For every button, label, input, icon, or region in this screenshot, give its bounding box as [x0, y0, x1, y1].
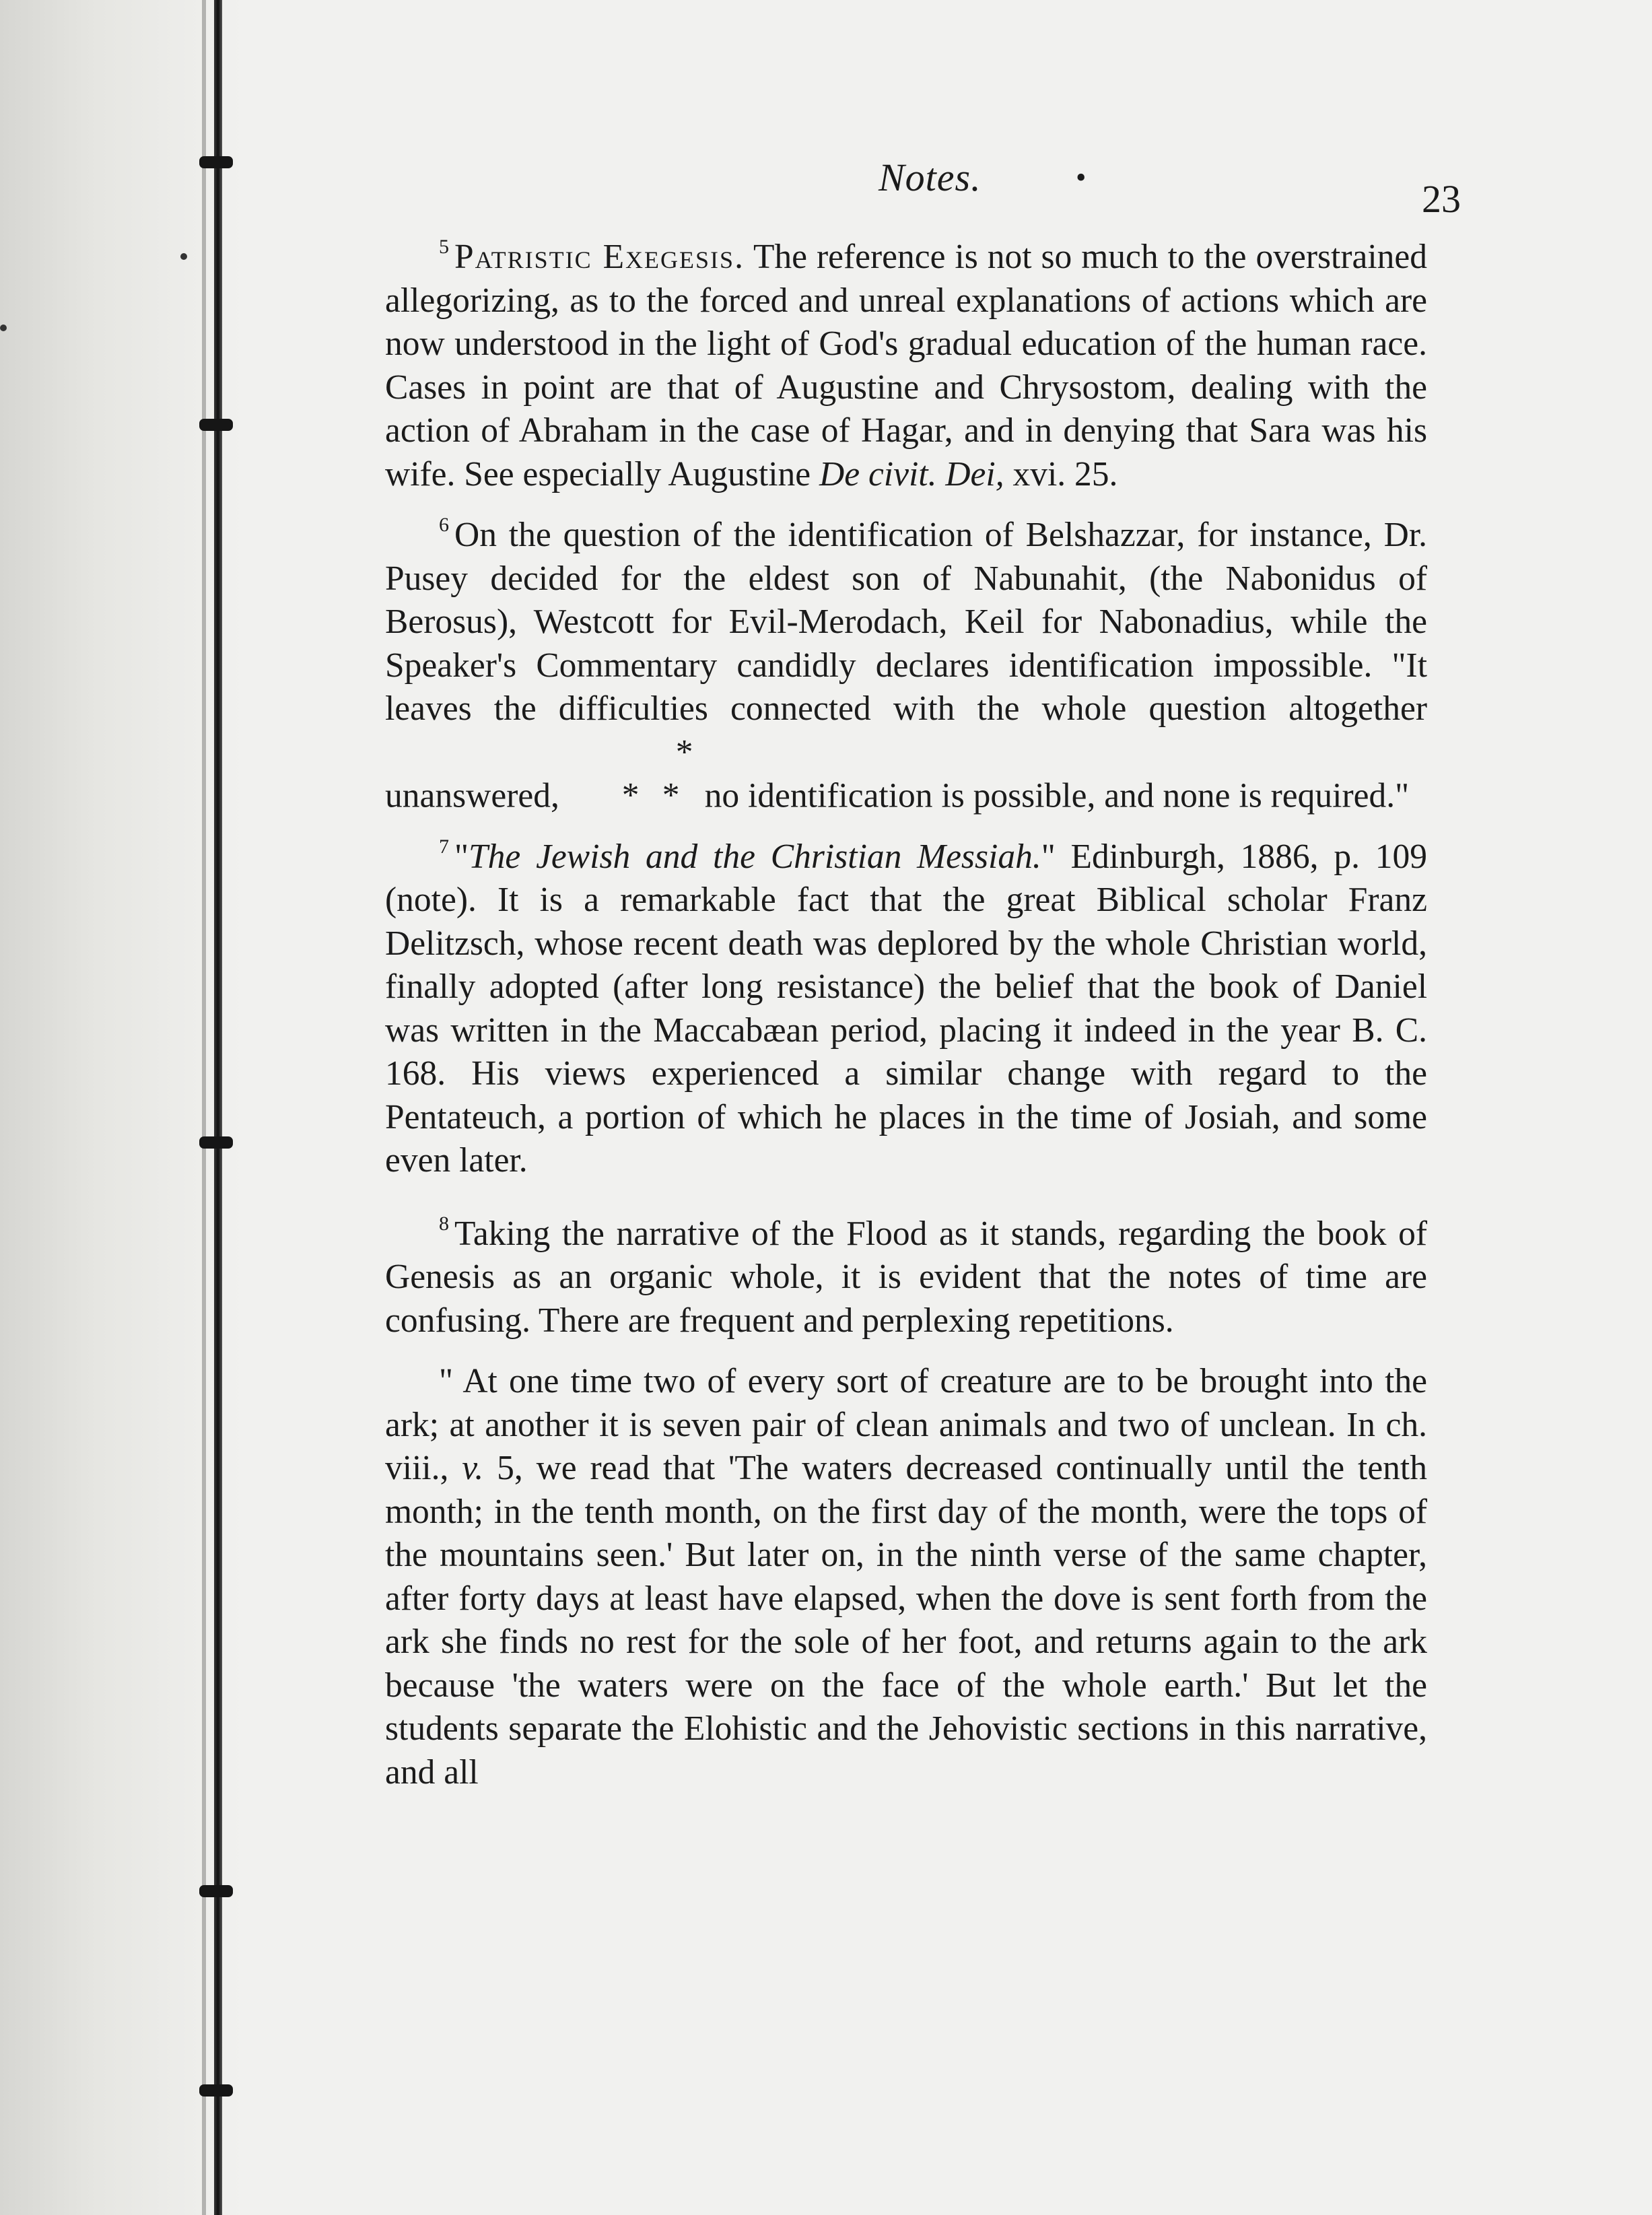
running-head: Notes. — [879, 156, 982, 199]
note-6 — [385, 514, 1427, 818]
ellipsis-stars — [568, 731, 696, 818]
note-5 — [385, 236, 1427, 496]
note-text: Edinburgh, 1886, p. 109 (note). It is a remarkable fact that the great Biblical scholar Franz Delitzsch, whose recent death was deplored by the whole Christian world, finally adopted (after long resistance) the belief that the book of Daniel was written in the Maccabæan period, placing it indeed in the year B. C. 168. His views experienced a similar change with regard to the Pentateuch, a portion of which he places in the time of Josiah, and some even later. — [385, 837, 1427, 1180]
page-header — [404, 148, 1461, 222]
quoted-passage — [385, 1360, 1427, 1794]
work-title: The Jewish and the Christian Messiah. — [469, 837, 1041, 876]
footnote-marker: 8 — [439, 1212, 449, 1235]
binding-spine — [214, 0, 222, 2215]
note-text: On the question of the identification of Belshazzar, for instance, Dr. Pusey decided for the eldest son of Nabunahit, (the Nabonidus of Berosus), Westcott for Evil-Merodach, Keil for Nabonadius, while the Speaker's Commentary candidly declares identification impossible. "It leaves the difficulties connected with the whole question altogether unanswered, — [385, 516, 1427, 815]
binding-stitch — [199, 156, 233, 168]
footnote-marker: 5 — [439, 236, 449, 258]
binding-stitch — [199, 1885, 233, 1897]
star: * — [675, 732, 693, 772]
gutter-shadow — [0, 0, 242, 2215]
binding-stitch — [199, 1136, 233, 1149]
binding-stitch — [199, 2084, 233, 2097]
note-heading: Patristic Exegesis. — [454, 238, 745, 276]
quote-text: " At one time two of every sort of creature are to be brought into the ark; at another it is seven pair of clean animals and two of unclean. In ch. viii., — [385, 1362, 1427, 1487]
footnote-marker: 7 — [439, 835, 449, 858]
note-7 — [385, 836, 1427, 1183]
ink-speck — [180, 253, 187, 260]
note-text-continued: no identification is possible, and none is required." — [704, 776, 1410, 815]
work-title: De civit. Dei, — [819, 454, 1004, 493]
page-number: 23 — [1422, 177, 1461, 221]
verse-abbreviation: v. — [462, 1449, 484, 1487]
star: * — [662, 776, 680, 815]
header-dot: • — [1076, 161, 1087, 194]
footnote-marker: 6 — [439, 514, 449, 536]
note-8 — [385, 1213, 1427, 1343]
quote-text-continued: 5, we read that 'The waters decreased continually until the tenth month; in the tenth month, on the first day of the month, were the tops of the mountains seen.' But later on, in the ninth verse of the same chapter, after forty days at least have elapsed, when the dove is sent forth from the ark she finds no rest for the sole of her foot, and returns again to the ark because 'the waters were on the face of the whole earth.' But let the students separate the Elohistic and the Jehovistic sections in this narrative, and all — [385, 1449, 1427, 1792]
binding-stitch — [199, 419, 233, 431]
notes-body — [385, 236, 1427, 1794]
note-text: Taking the narrative of the Flood as it stands, regarding the book of Genesis as an organic whole, it is evident that the notes of time are confusing. There are frequent and perplexing repetitions. — [385, 1214, 1427, 1340]
ink-speck — [0, 325, 7, 331]
open-quote: " — [454, 837, 469, 876]
citation: xvi. 25. — [1004, 454, 1118, 493]
close-quote: " — [1041, 837, 1056, 876]
binding-edge — [202, 0, 206, 2215]
star: * — [621, 776, 640, 815]
note-text: The reference is not so much to the overstrained allegorizing, as to the forced and unreal explanations of actions which are now understood in the light of God's gradual education of the human race. Cases in point are that of Augustine and Chrysostom, dealing with the action of Abraham in the case of Hagar, and in denying that Sara was his wife. See especially Augustine — [385, 238, 1427, 493]
